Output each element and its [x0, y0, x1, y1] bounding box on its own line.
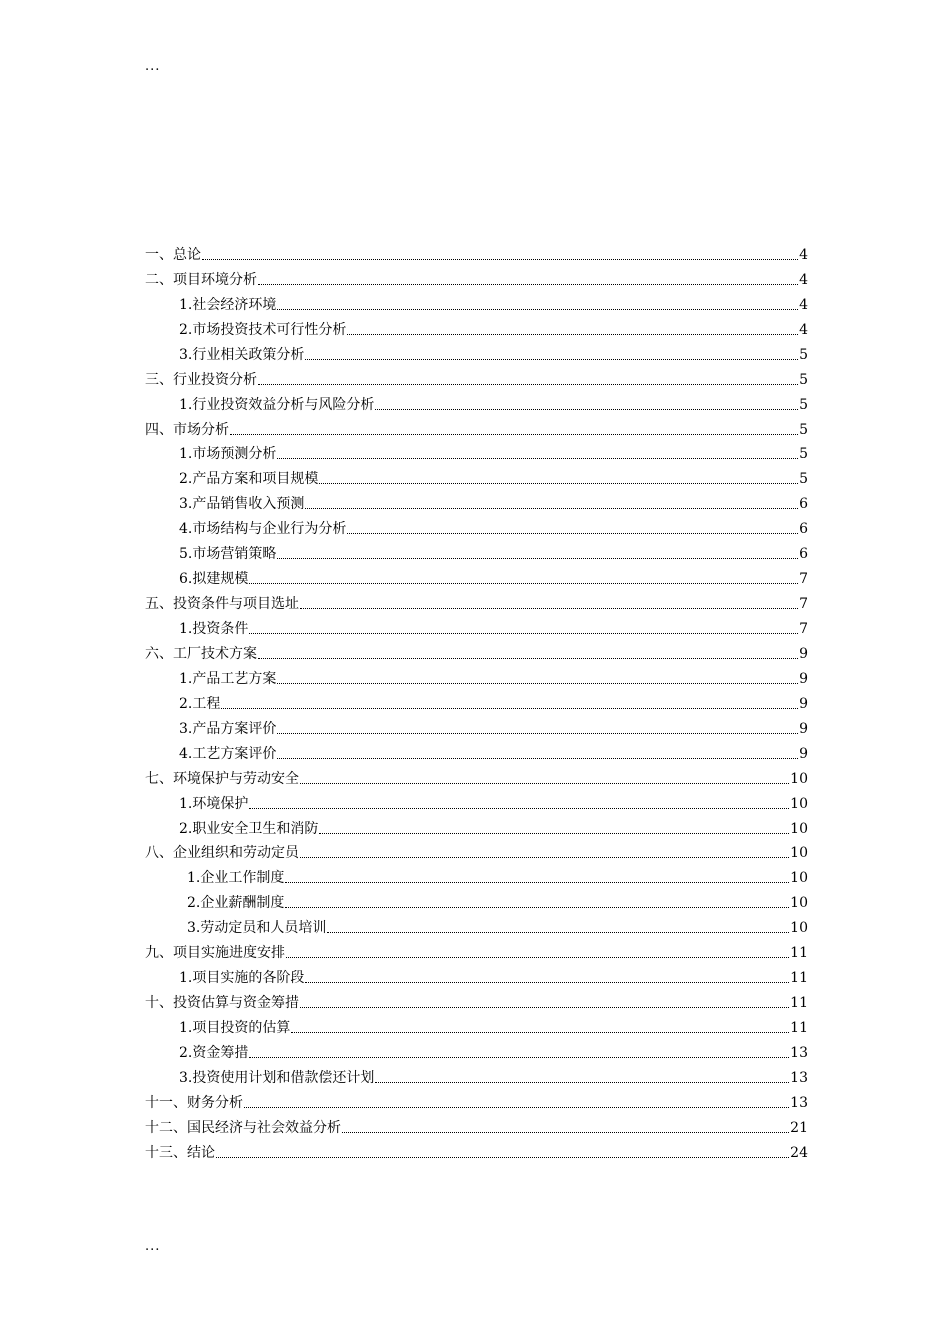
- toc-entry-title: 4.市场结构与企业行为分析: [179, 521, 347, 538]
- toc-entry[interactable]: [145, 990, 808, 1015]
- toc-entry[interactable]: [145, 965, 808, 990]
- toc-entry-page: 10: [790, 870, 808, 887]
- toc-leader-dots: [300, 783, 789, 784]
- toc-entry-page: 9: [799, 720, 808, 737]
- toc-entry-page: 21: [790, 1119, 808, 1136]
- toc-entry-page: 5: [799, 446, 808, 463]
- toc-entry[interactable]: [145, 691, 808, 716]
- toc-entry-title: 十、投资估算与资金筹措: [145, 995, 299, 1012]
- toc-entry-title: 1.市场预测分析: [179, 446, 277, 463]
- toc-entry-page: 7: [799, 621, 808, 637]
- toc-entry[interactable]: [145, 317, 808, 342]
- toc-entry-title: 3.投资使用计划和借款偿还计划: [179, 1069, 375, 1086]
- toc-leader-dots: [277, 733, 798, 734]
- toc-entry[interactable]: [145, 766, 808, 791]
- toc-leader-dots: [286, 957, 789, 958]
- toc-entry-title: 2.产品方案和项目规模: [179, 471, 319, 488]
- toc-entry-title: 2.企业薪酬制度: [187, 895, 285, 912]
- toc-entry[interactable]: [145, 940, 808, 965]
- toc-entry[interactable]: [145, 1040, 808, 1065]
- toc-leader-dots: [277, 309, 798, 310]
- toc-leader-dots: [327, 932, 789, 933]
- toc-entry[interactable]: [145, 915, 808, 940]
- toc-entry-page: 9: [799, 645, 808, 662]
- toc-entry-title: 十三、结论: [145, 1144, 215, 1161]
- toc-entry[interactable]: [145, 791, 808, 816]
- toc-entry[interactable]: [145, 442, 808, 467]
- toc-leader-dots: [249, 808, 789, 809]
- toc-entry-page: 6: [799, 496, 808, 513]
- toc-entry-title: 3.劳动定员和人员培训: [187, 920, 327, 937]
- toc-entry-title: 八、企业组织和劳动定员: [145, 845, 299, 862]
- toc-entry-title: 5.市场营销策略: [179, 546, 277, 563]
- toc-leader-dots: [249, 633, 798, 634]
- toc-entry-page: 10: [790, 920, 808, 937]
- toc-leader-dots: [375, 1082, 789, 1083]
- toc-entry-page: 10: [790, 820, 808, 837]
- toc-leader-dots: [249, 583, 798, 584]
- toc-entry-page: 11: [790, 1020, 808, 1036]
- toc-entry-title: 十二、国民经济与社会效益分析: [145, 1119, 341, 1136]
- toc-entry-page: 4: [799, 246, 808, 263]
- toc-entry-page: 7: [799, 596, 808, 613]
- toc-entry-page: 6: [799, 546, 808, 563]
- toc-entry[interactable]: [145, 342, 808, 367]
- toc-leader-dots: [319, 483, 798, 484]
- toc-entry[interactable]: [145, 591, 808, 616]
- toc-entry-page: 24: [790, 1144, 808, 1161]
- toc-entry-title: 6.拟建规模: [179, 571, 249, 588]
- toc-entry-page: 10: [790, 795, 808, 812]
- toc-entry-page: 7: [799, 571, 808, 588]
- toc-entry[interactable]: [145, 417, 808, 442]
- toc-entry[interactable]: [145, 1115, 808, 1140]
- toc-entry[interactable]: [145, 641, 808, 666]
- toc-entry-title: 3.产品方案评价: [179, 720, 277, 737]
- toc-leader-dots: [375, 409, 798, 410]
- toc-entry[interactable]: [145, 392, 808, 417]
- toc-entry-page: 10: [790, 895, 808, 912]
- toc-entry-title: 2.资金筹措: [179, 1044, 249, 1061]
- toc-entry-title: 3.行业相关政策分析: [179, 346, 305, 363]
- toc-entry[interactable]: [145, 666, 808, 691]
- toc-entry-title: 1.产品工艺方案: [179, 670, 277, 687]
- toc-leader-dots: [347, 334, 798, 335]
- toc-leader-dots: [216, 1157, 789, 1158]
- toc-entry[interactable]: [145, 466, 808, 491]
- toc-entry-title: 2.工程: [179, 695, 221, 712]
- toc-leader-dots: [258, 658, 798, 659]
- toc-leader-dots: [277, 558, 798, 559]
- toc-entry-page: 10: [790, 845, 808, 862]
- toc-entry[interactable]: [145, 1065, 808, 1090]
- toc-entry-title: 四、市场分析: [145, 421, 229, 438]
- toc-entry-title: 2.职业安全卫生和消防: [179, 820, 319, 837]
- footer-ellipsis: ...: [145, 1239, 161, 1254]
- toc-leader-dots: [258, 384, 798, 385]
- table-of-contents: [145, 242, 808, 1165]
- toc-leader-dots: [277, 458, 798, 459]
- toc-leader-dots: [319, 833, 789, 834]
- toc-entry[interactable]: [145, 741, 808, 766]
- toc-entry[interactable]: [145, 491, 808, 516]
- toc-entry[interactable]: [145, 865, 808, 890]
- toc-entry-title: 五、投资条件与项目选址: [145, 596, 299, 613]
- toc-entry[interactable]: [145, 516, 808, 541]
- toc-leader-dots: [258, 284, 798, 285]
- toc-leader-dots: [300, 857, 789, 858]
- toc-entry-title: 九、项目实施进度安排: [145, 945, 285, 962]
- toc-entry[interactable]: [145, 1090, 808, 1115]
- toc-entry-page: 4: [799, 321, 808, 338]
- toc-entry[interactable]: [145, 242, 808, 267]
- toc-leader-dots: [300, 1007, 789, 1008]
- toc-entry-page: 4: [799, 271, 808, 288]
- toc-leader-dots: [305, 982, 789, 983]
- toc-entry-page: 5: [799, 421, 808, 438]
- toc-leader-dots: [202, 259, 798, 260]
- toc-entry-title: 1.环境保护: [179, 795, 249, 812]
- toc-entry-page: 6: [799, 521, 808, 538]
- toc-entry-page: 4: [799, 296, 808, 313]
- toc-entry[interactable]: [145, 841, 808, 866]
- toc-entry-page: 11: [790, 995, 808, 1012]
- toc-entry-page: 9: [799, 670, 808, 687]
- toc-entry[interactable]: [145, 816, 808, 841]
- toc-entry-page: 13: [790, 1044, 808, 1061]
- toc-leader-dots: [249, 1057, 789, 1058]
- toc-entry-title: 1.企业工作制度: [187, 870, 285, 887]
- toc-leader-dots: [285, 882, 789, 883]
- toc-leader-dots: [300, 608, 798, 609]
- toc-entry-page: 5: [799, 471, 808, 488]
- toc-entry[interactable]: [145, 267, 808, 292]
- toc-entry-page: 5: [799, 346, 808, 363]
- toc-entry-title: 4.工艺方案评价: [179, 745, 277, 762]
- toc-entry[interactable]: [145, 616, 808, 641]
- toc-leader-dots: [291, 1032, 789, 1033]
- toc-entry[interactable]: [145, 716, 808, 741]
- toc-entry-page: 9: [799, 695, 808, 712]
- header-ellipsis: ...: [145, 59, 161, 74]
- toc-entry[interactable]: [145, 1140, 808, 1165]
- toc-entry[interactable]: [145, 541, 808, 566]
- toc-entry[interactable]: [145, 890, 808, 915]
- toc-entry-title: 1.项目实施的各阶段: [179, 970, 305, 987]
- toc-leader-dots: [342, 1132, 789, 1133]
- toc-entry-title: 三、行业投资分析: [145, 371, 257, 388]
- toc-entry[interactable]: [145, 292, 808, 317]
- toc-entry-page: 13: [790, 1069, 808, 1086]
- toc-leader-dots: [285, 907, 789, 908]
- toc-leader-dots: [305, 508, 798, 509]
- toc-entry[interactable]: [145, 367, 808, 392]
- toc-leader-dots: [244, 1107, 789, 1108]
- toc-entry-title: 六、工厂技术方案: [145, 645, 257, 662]
- toc-entry-page: 11: [790, 945, 808, 962]
- toc-entry-title: 一、总论: [145, 246, 201, 263]
- toc-entry-page: 11: [790, 970, 808, 987]
- toc-entry-title: 1.项目投资的估算: [179, 1020, 291, 1036]
- toc-leader-dots: [347, 533, 798, 534]
- toc-entry-title: 1.社会经济环境: [179, 296, 277, 313]
- toc-leader-dots: [305, 359, 798, 360]
- toc-entry-page: 5: [799, 396, 808, 413]
- toc-leader-dots: [277, 758, 798, 759]
- toc-leader-dots: [277, 683, 798, 684]
- toc-entry-title: 1.行业投资效益分析与风险分析: [179, 396, 375, 413]
- toc-entry-title: 3.产品销售收入预测: [179, 496, 305, 513]
- toc-entry-page: 5: [799, 371, 808, 388]
- toc-entry[interactable]: [145, 566, 808, 591]
- toc-entry-page: 9: [799, 745, 808, 762]
- toc-entry-title: 二、项目环境分析: [145, 271, 257, 288]
- toc-entry-title: 2.市场投资技术可行性分析: [179, 321, 347, 338]
- toc-entry-page: 10: [790, 770, 808, 787]
- toc-entry-page: 13: [790, 1094, 808, 1111]
- toc-leader-dots: [230, 434, 798, 435]
- toc-entry-title: 1.投资条件: [179, 621, 249, 637]
- toc-leader-dots: [221, 708, 798, 709]
- toc-entry[interactable]: [145, 1015, 808, 1040]
- toc-entry-title: 七、环境保护与劳动安全: [145, 770, 299, 787]
- toc-entry-title: 十一、财务分析: [145, 1094, 243, 1111]
